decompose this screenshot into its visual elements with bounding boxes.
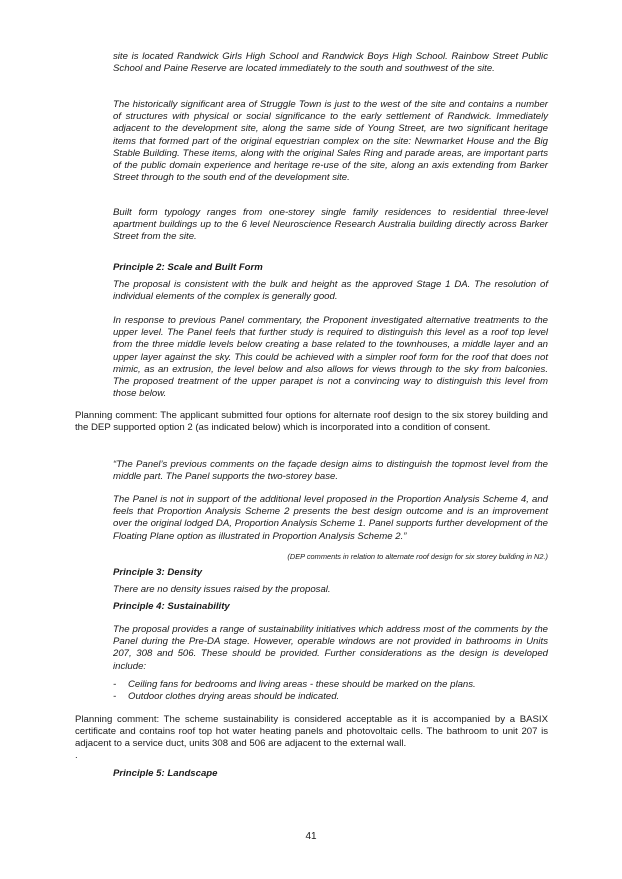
list-item xyxy=(113,679,548,691)
heading-principle-4: Principle 4: Sustainability xyxy=(113,601,230,612)
page-number: 41 xyxy=(305,831,317,842)
paragraph-principle-4: The proposal provides a range of sustainability initiatives which address most of the comments by the Panel during the Pre-DA stage. However, operable windows are not provided in bathrooms in Units 207, 308 and 506. These should be provided. Further considerations as the design is developed include: xyxy=(113,624,548,672)
paragraph-struggle-town: The historically significant area of Struggle Town is just to the west of the site and contains a number of structures with physical or social significance to the early settlement of Randwick. Immediately adjacent to the development site, along the same side of Young Street, are two significant heritage items that formed part of the original equestrian complex on the site: Newmarket House and the Big Stable Building. These items, along with the original Sales Ring and parade areas, are important parts of the public domain experience and heritage re-use of the site, along an axis extending from Barker Street through to the south end of the development site. xyxy=(113,99,548,184)
paragraph-built-form: Built form typology ranges from one-storey single family residences to residential three-level apartment buildings up to the 6 level Neuroscience Research Australia building directly across Barker Street from the site. xyxy=(113,207,548,243)
heading-principle-2: Principle 2: Scale and Built Form xyxy=(113,262,263,273)
paragraph-principle-2-response: In response to previous Panel commentary, the Proponent investigated alternative treatments to the upper level. The Panel feels that further study is required to distinguish this level as a roof top level from the three middle levels below creating a base related to the townhouses, a middle layer and an upper layer against the sky. This could be achieved with a simpler roof form for the roof that does not mimic, as an extrusion, the level below and also allows for views through to the sky from balconies. The proposed treatment of the upper parapet is not a convincing way to distinguish this level from those below. xyxy=(113,315,548,400)
paragraph-panel-quote-2: The Panel is not in support of the additional level proposed in the Proportion Analysis Scheme 4, and feels that Proportion Analysis Scheme 2 presents the best design outcome and is an improvement over the original lodged DA, Proportion Analysis Scheme 1. Panel supports further development of the Floating Plane option as illustrated in Proportion Analysis Scheme 2.” xyxy=(113,494,548,542)
paragraph-site-schools: site is located Randwick Girls High School and Randwick Boys High School. Rainbow Street Public School and Paine Reserve are located immediately to the south and southwest of the site. xyxy=(113,51,548,75)
paragraph-planning-comment-roof: Planning comment: The applicant submitted four options for alternate roof design to the six storey building and the DEP supported option 2 (as indicated below) which is incorporated into a condition of consent. xyxy=(75,410,548,434)
heading-principle-5: Principle 5: Landscape xyxy=(113,768,218,779)
paragraph-panel-quote-1: “The Panel’s previous comments on the façade design aims to distinguish the topmost level from the middle part. The Panel supports the two-storey base. xyxy=(113,459,548,483)
note-dep-comments: (DEP comments in relation to alternate roof design for six storey building in N2.) xyxy=(287,552,548,561)
paragraph-planning-comment-sustainability: Planning comment: The scheme sustainability is considered acceptable as it is accompanied by a BASIX certificate and contains roof top hot water heating panels and photovoltaic cells. The bathroom to unit 207 is adjacent to a service duct, units 308 and 506 are adjacent to the external wall. xyxy=(75,714,548,750)
bullet-dash: - xyxy=(113,679,117,690)
stray-period: . xyxy=(75,750,78,761)
paragraph-principle-2-consistent: The proposal is consistent with the bulk and height as the approved Stage 1 DA. The resolution of individual elements of the complex is generally good. xyxy=(113,279,548,303)
heading-principle-3: Principle 3: Density xyxy=(113,567,203,578)
list-item-text: Ceiling fans for bedrooms and living areas - these should be marked on the plans. xyxy=(128,679,476,690)
sustainability-considerations-list xyxy=(113,679,548,703)
bullet-dash: - xyxy=(113,691,117,703)
list-item xyxy=(113,691,548,703)
list-item-text: Outdoor clothes drying areas should be indicated. xyxy=(128,691,340,703)
paragraph-principle-3: There are no density issues raised by the proposal. xyxy=(113,584,331,595)
